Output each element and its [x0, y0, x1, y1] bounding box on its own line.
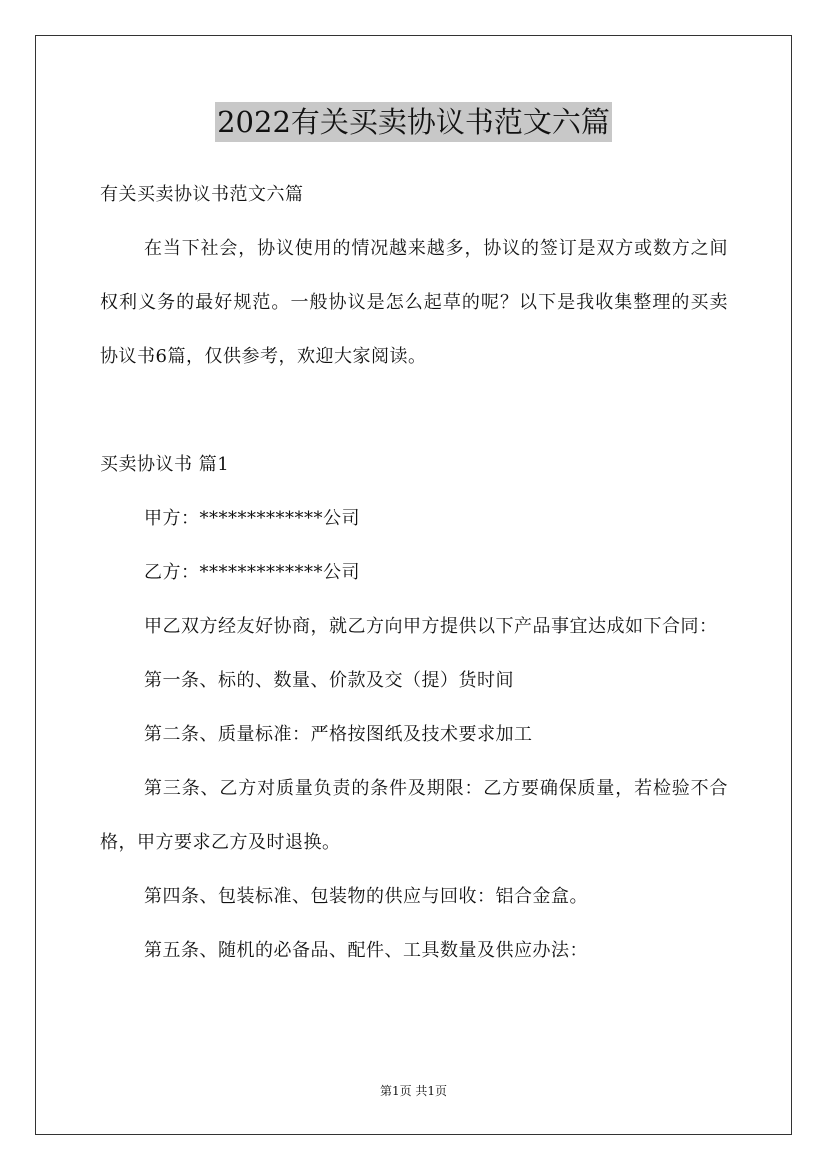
article-heading: 买卖协议书 篇1: [100, 454, 230, 475]
party-a-line: 甲方：*************公司: [144, 508, 360, 529]
clause-5: 第五条、随机的必备品、配件、工具数量及供应办法：: [144, 940, 588, 961]
clause-2: 第二条、质量标准：严格按图纸及技术要求加工: [144, 724, 533, 745]
intro-paragraph: 在当下社会，协议使用的情况越来越多，协议的签订是双方或数方之间权利义务的最好规范。一般协议是怎么起草的呢？以下是我收集整理的买卖协议书6篇，仅供参考，欢迎大家阅读。: [100, 238, 728, 367]
document-body: [100, 168, 728, 978]
clause-3: 第三条、乙方对质量负责的条件及期限：乙方要确保质量，若检验不合格，甲方要求乙方及时退换。: [100, 778, 728, 853]
section-heading: 有关买卖协议书范文六篇: [100, 184, 304, 205]
clause-1: 第一条、标的、数量、价款及交（提）货时间: [144, 670, 514, 691]
title-container: [0, 102, 827, 142]
clause-4: 第四条、包装标准、包装物的供应与回收：铝合金盒。: [144, 886, 588, 907]
party-b-line: 乙方：*************公司: [144, 562, 360, 583]
page-footer: [0, 1083, 827, 1099]
agreement-preamble: 甲乙双方经友好协商，就乙方向甲方提供以下产品事宜达成如下合同：: [144, 616, 718, 637]
document-title: 2022有关买卖协议书范文六篇: [215, 102, 612, 142]
page-number: 第1页 共1页: [379, 1084, 448, 1098]
blank-line: [100, 384, 728, 438]
